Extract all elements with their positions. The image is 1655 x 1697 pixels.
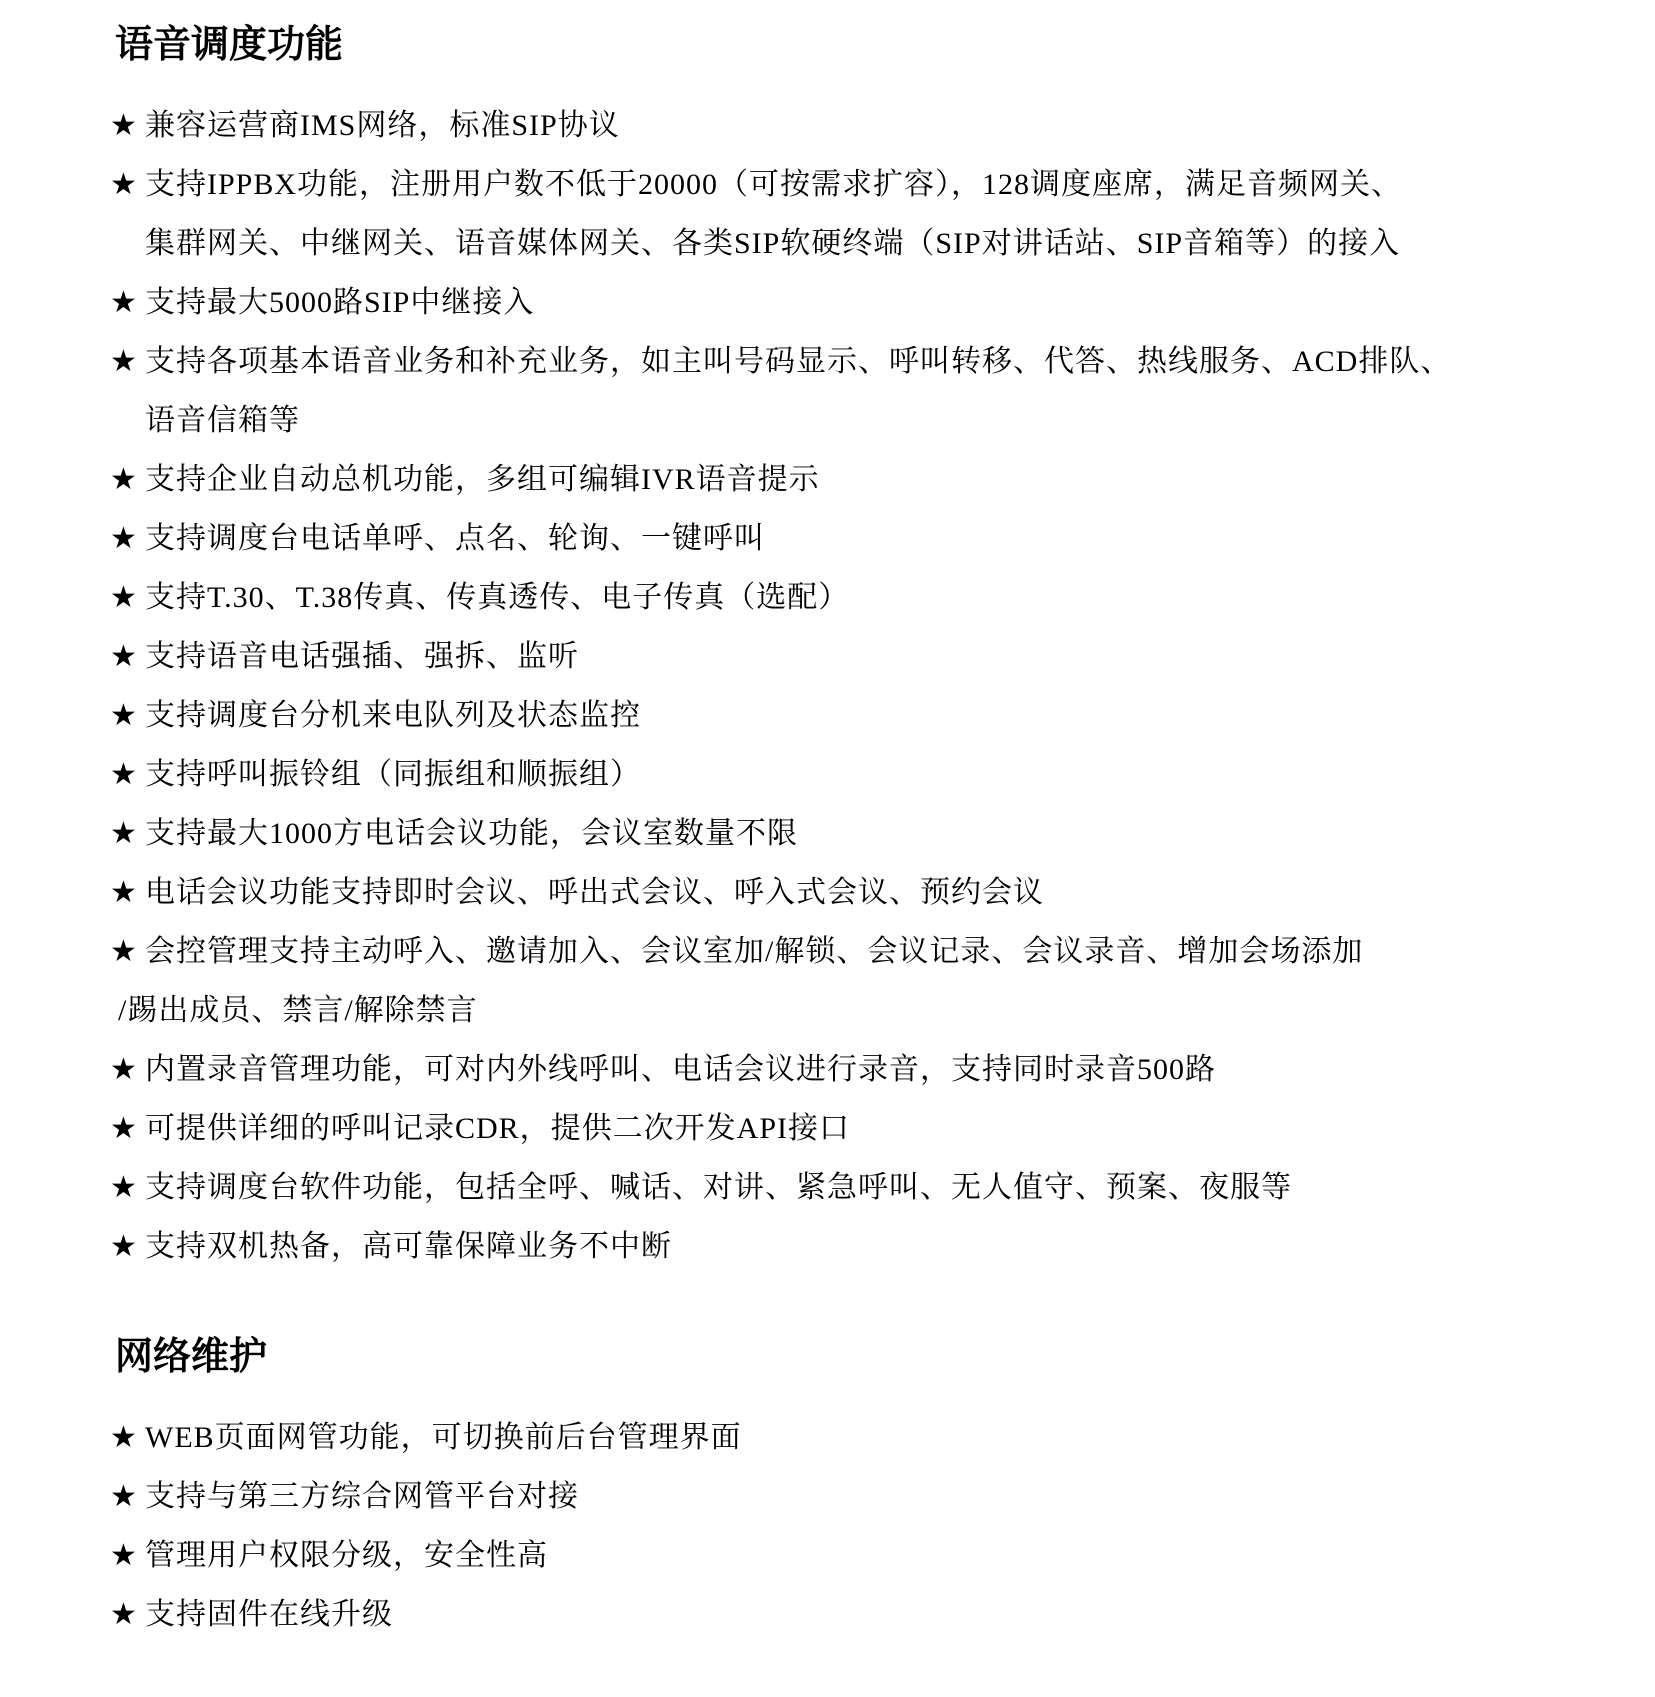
feature-text: 支持企业自动总机功能，多组可编辑IVR语音提示 [145, 463, 820, 496]
feature-item [110, 1158, 1615, 1217]
star-bullet-icon: ★ [110, 1112, 138, 1145]
feature-text: 支持最大5000路SIP中继接入 [145, 286, 535, 319]
section-0 [110, 22, 1615, 1276]
feature-item [110, 686, 1615, 745]
star-bullet-icon: ★ [110, 817, 138, 850]
feature-text: 内置录音管理功能，可对内外线呼叫、电话会议进行录音，支持同时录音500路 [145, 1053, 1216, 1086]
document-page [0, 22, 1655, 1644]
feature-item [110, 1408, 1615, 1467]
star-bullet-icon: ★ [110, 463, 138, 496]
feature-text: 兼容运营商IMS网络，标准SIP协议 [145, 109, 620, 142]
star-bullet-icon: ★ [110, 876, 138, 909]
feature-item [110, 1526, 1615, 1585]
feature-text: 电话会议功能支持即时会议、呼出式会议、呼入式会议、预约会议 [145, 876, 1044, 909]
section-1 [110, 1334, 1615, 1644]
star-bullet-icon: ★ [110, 935, 138, 968]
feature-item [110, 745, 1615, 804]
feature-item [110, 1585, 1615, 1644]
feature-item [110, 1217, 1615, 1276]
feature-item [110, 273, 1615, 332]
feature-text: 支持双机热备，高可靠保障业务不中断 [145, 1230, 672, 1263]
feature-item [110, 96, 1615, 155]
feature-text: 支持最大1000方电话会议功能，会议室数量不限 [145, 817, 798, 850]
feature-text: 支持IPPBX功能，注册用户数不低于20000（可按需求扩容），128调度座席，满足音频网关、 [145, 168, 1403, 201]
feature-text: 支持与第三方综合网管平台对接 [145, 1480, 579, 1513]
star-bullet-icon: ★ [110, 1171, 138, 1204]
feature-list [110, 1408, 1615, 1644]
feature-item [110, 1040, 1615, 1099]
feature-item [110, 155, 1615, 273]
star-bullet-icon: ★ [110, 1539, 138, 1572]
feature-text: 支持固件在线升级 [145, 1598, 393, 1631]
feature-item [110, 568, 1615, 627]
feature-item [110, 1099, 1615, 1158]
feature-item [110, 627, 1615, 686]
feature-text: 可提供详细的呼叫记录CDR，提供二次开发API接口 [145, 1112, 851, 1145]
star-bullet-icon: ★ [110, 1421, 138, 1454]
feature-item [110, 863, 1615, 922]
star-bullet-icon: ★ [110, 345, 138, 378]
feature-text: 支持调度台电话单呼、点名、轮询、一键呼叫 [145, 522, 765, 555]
section-title: 网络维护 [115, 1336, 268, 1378]
feature-item [110, 509, 1615, 568]
feature-item [110, 1467, 1615, 1526]
feature-text: 支持语音电话强插、强拆、监听 [145, 640, 579, 673]
feature-text: 支持调度台软件功能，包括全呼、喊话、对讲、紧急呼叫、无人值守、预案、夜服等 [145, 1171, 1292, 1204]
feature-item [110, 922, 1615, 1040]
star-bullet-icon: ★ [110, 581, 138, 614]
star-bullet-icon: ★ [110, 286, 138, 319]
feature-text: 支持呼叫振铃组（同振组和顺振组） [145, 758, 641, 791]
section-title: 语音调度功能 [115, 24, 344, 66]
feature-text: 支持各项基本语音业务和补充业务，如主叫号码显示、呼叫转移、代答、热线服务、ACD排队、 [145, 345, 1452, 378]
feature-text: 语音信箱等 [145, 404, 300, 437]
feature-text: /踢出成员、禁言/解除禁言 [118, 994, 478, 1027]
feature-text: 集群网关、中继网关、语音媒体网关、各类SIP软硬终端（SIP对讲话站、SIP音箱等）的接入 [145, 227, 1401, 260]
star-bullet-icon: ★ [110, 640, 138, 673]
document-content [110, 22, 1615, 1644]
feature-list [110, 96, 1615, 1276]
feature-text: WEB页面网管功能，可切换前后台管理界面 [145, 1421, 742, 1454]
star-bullet-icon: ★ [110, 168, 138, 201]
feature-item [110, 804, 1615, 863]
star-bullet-icon: ★ [110, 1598, 138, 1631]
star-bullet-icon: ★ [110, 109, 138, 142]
feature-item [110, 332, 1615, 450]
star-bullet-icon: ★ [110, 1230, 138, 1263]
feature-text: 支持T.30、T.38传真、传真透传、电子传真（选配） [145, 581, 850, 614]
star-bullet-icon: ★ [110, 522, 138, 555]
feature-item [110, 450, 1615, 509]
feature-text: 支持调度台分机来电队列及状态监控 [145, 699, 641, 732]
star-bullet-icon: ★ [110, 1480, 138, 1513]
feature-text: 会控管理支持主动呼入、邀请加入、会议室加/解锁、会议记录、会议录音、增加会场添加 [145, 935, 1364, 968]
star-bullet-icon: ★ [110, 699, 138, 732]
star-bullet-icon: ★ [110, 1053, 138, 1086]
feature-text: 管理用户权限分级，安全性高 [145, 1539, 548, 1572]
star-bullet-icon: ★ [110, 758, 138, 791]
